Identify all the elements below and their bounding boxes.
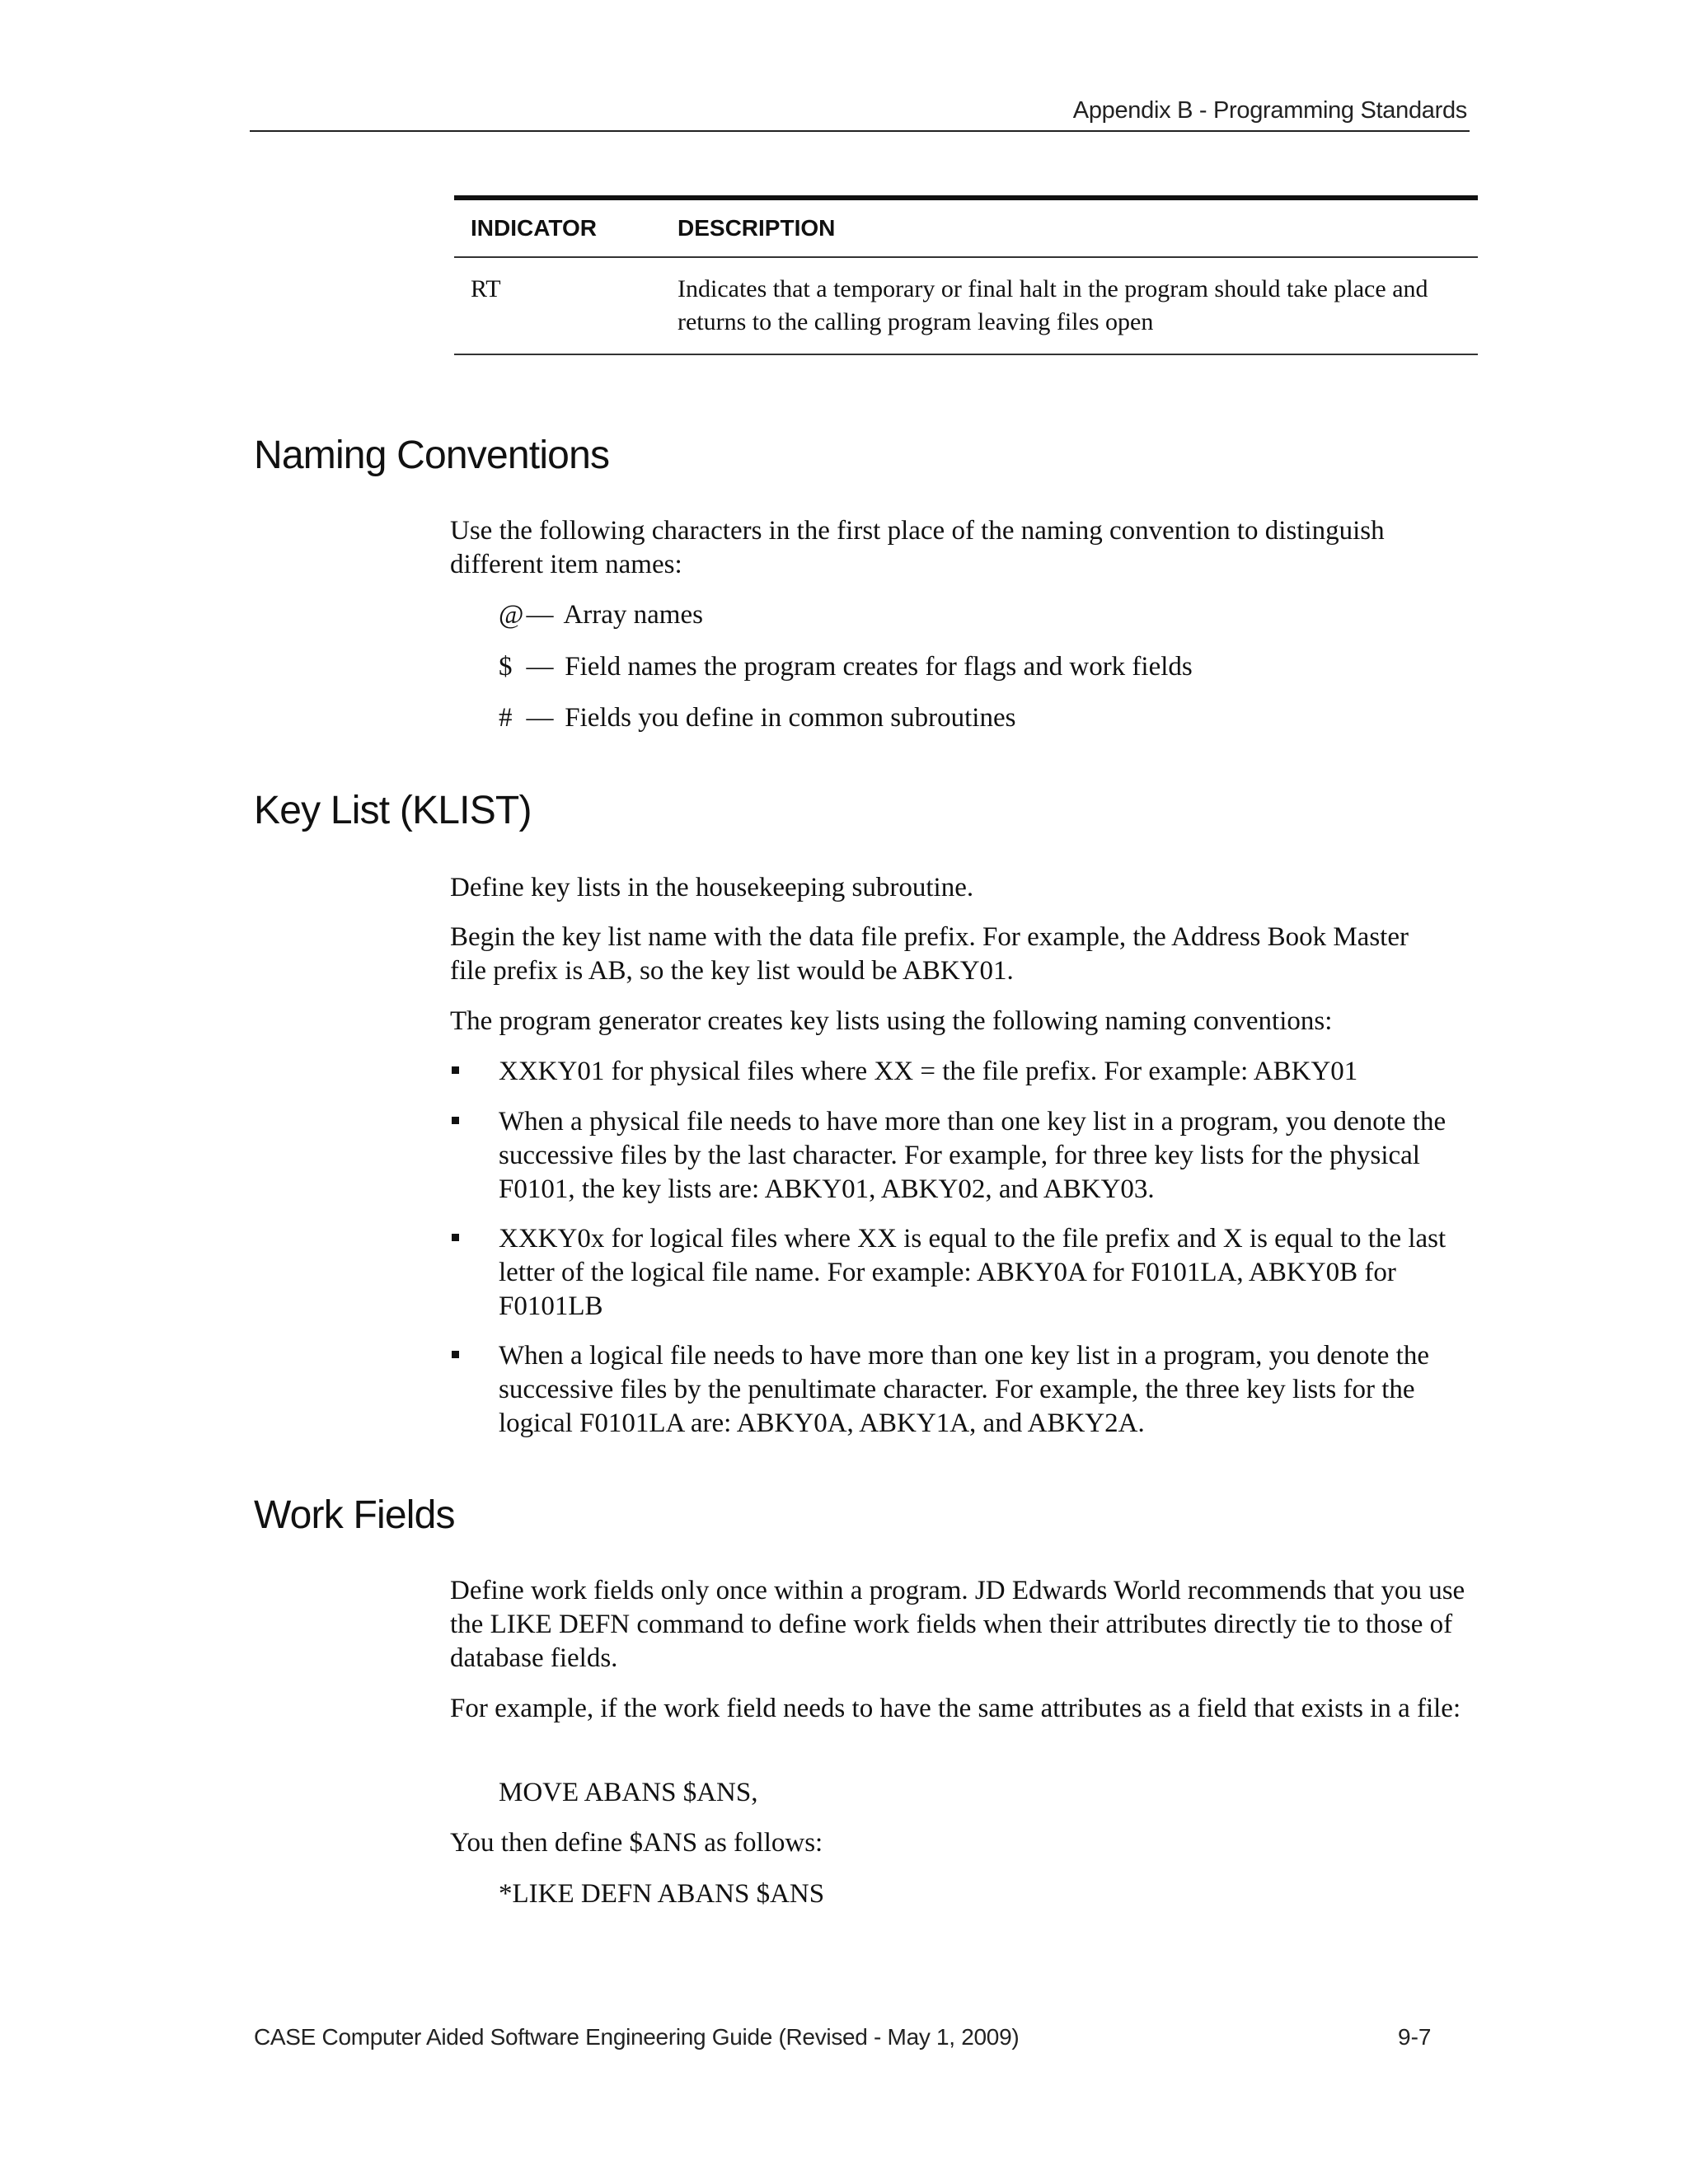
column-header-indicator: INDICATOR (454, 198, 661, 257)
code-line: MOVE ABANS $ANS, (499, 1778, 758, 1807)
indicator-table (454, 195, 1478, 355)
naming-item-array (499, 598, 703, 632)
symbol: $ (499, 652, 513, 682)
paragraph: Begin the key list name with the data file prefix. For example, the Address Book Master file prefix is AB, so the key list would be ABKY01. (450, 922, 1409, 986)
list-item-text: When a physical file needs to have more than one key list in a program, you denote the successive files by the last character. For example, for three key lists for the physical F0101, the key lists are: ABKY01, ABKY02, and ABKY03. (499, 1107, 1447, 1204)
item-text: Field names the program creates for flags and work fields (565, 652, 1193, 682)
list-item-text: XXKY0x for logical files where XX is equal to the file prefix and X is equal to the last letter of the logical file name. For example: ABKY0A for F0101LA, ABKY0B for F0101LB (499, 1224, 1447, 1321)
bullet-icon (452, 1234, 459, 1241)
code-example-2 (499, 1877, 1240, 1911)
klist-paragraph-3 (450, 1005, 1480, 1038)
footer-title: CASE Computer Aided Software Engineering Guide (Revised - May 1, 2009) (254, 2024, 1020, 2050)
bullet-icon (452, 1066, 459, 1074)
running-header: Appendix B - Programming Standards (1072, 97, 1467, 124)
section-heading-naming: Naming Conventions (254, 434, 610, 477)
indicator-cell: RT (454, 257, 661, 354)
naming-item-common (499, 701, 1015, 735)
column-header-description: DESCRIPTION (661, 198, 1478, 257)
klist-paragraph-2 (450, 921, 1423, 988)
paragraph: For example, if the work field needs to have the same attributes as a field that exists in a file: (450, 1694, 1461, 1723)
dash: — (526, 600, 554, 630)
dash: — (526, 652, 554, 682)
code-example-1 (499, 1776, 1240, 1810)
code-line: *LIKE DEFN ABANS $ANS (499, 1879, 825, 1909)
work-fields-paragraph-2 (450, 1692, 1480, 1726)
list-item (450, 1105, 1480, 1207)
header-rule (250, 130, 1470, 132)
list-item (450, 1222, 1480, 1324)
klist-paragraph-1 (450, 871, 1480, 905)
dash: — (526, 703, 554, 733)
naming-item-field (499, 650, 1193, 684)
work-fields-paragraph-1 (450, 1574, 1468, 1675)
item-text: Fields you define in common subroutines (565, 703, 1016, 733)
item-text: Array names (563, 600, 703, 630)
paragraph: The program generator creates key lists using the following naming conventions: (450, 1006, 1333, 1036)
paragraph: Define work fields only once within a program. JD Edwards World recommends that you use the LIKE DEFN command to define work fields when their attributes directly tie to those of database fields. (450, 1576, 1465, 1673)
list-item-text: When a logical file needs to have more than one key list in a program, you denote the successive files by the penultimate character. For example, the three key lists for the logical F0101LA are: ABKY0A, ABKY1A, and ABKY2A. (499, 1341, 1429, 1438)
work-fields-paragraph-3 (450, 1826, 1480, 1860)
description-cell: Indicates that a temporary or final halt in the program should take place and returns to the calling program leaving files open (661, 257, 1478, 354)
list-item-text: XXKY01 for physical files where XX = the file prefix. For example: ABKY01 (499, 1057, 1358, 1086)
symbol: @ (499, 600, 524, 630)
section-heading-klist: Key List (KLIST) (254, 789, 532, 832)
table-row (454, 257, 1478, 354)
naming-intro (450, 514, 1390, 582)
paragraph: Use the following characters in the first place of the naming convention to distinguish different item names: (450, 516, 1385, 579)
bullet-icon (452, 1117, 459, 1124)
symbol: # (499, 703, 513, 733)
table-header-row (454, 198, 1478, 257)
paragraph: Define key lists in the housekeeping subroutine. (450, 873, 974, 902)
page-number: 9-7 (1398, 2024, 1432, 2050)
section-heading-work-fields: Work Fields (254, 1493, 455, 1537)
list-item (450, 1339, 1480, 1441)
bullet-icon (452, 1351, 459, 1358)
paragraph: You then define $ANS as follows: (450, 1828, 823, 1858)
list-item (450, 1055, 1480, 1089)
